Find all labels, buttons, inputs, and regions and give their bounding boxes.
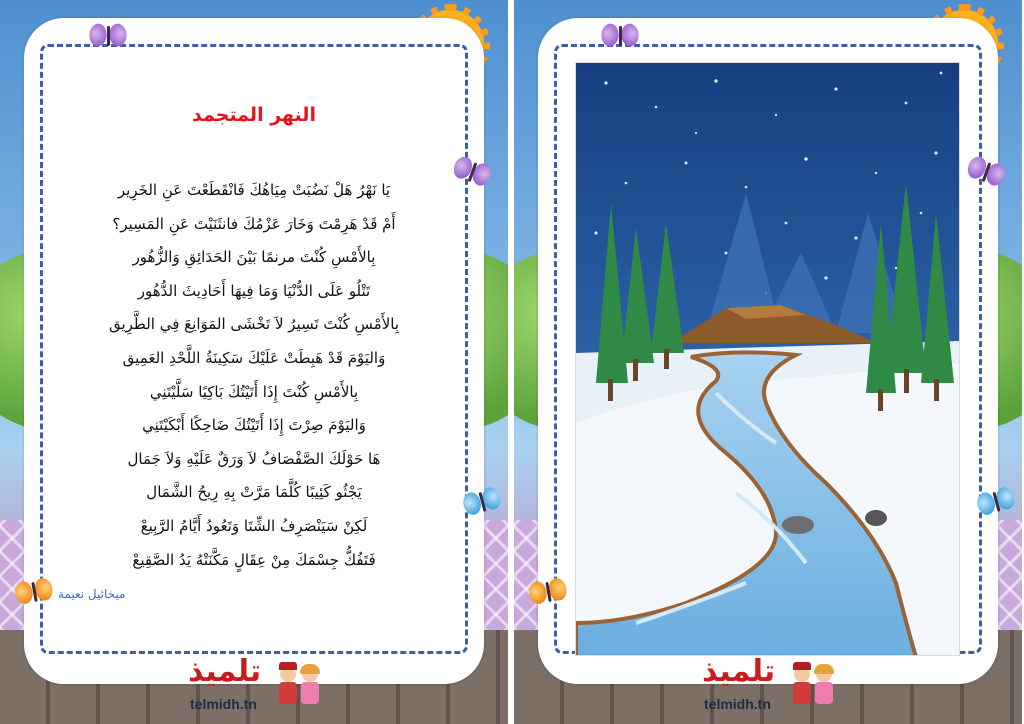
frozen-river-illustration [575, 62, 960, 656]
logo-arabic-text: تلميذ [702, 654, 776, 689]
boy-icon [278, 666, 298, 706]
poem-line: هَا حَوْلَكَ الصَّفْصَافُ لاَ وَرَقٌ عَلَيْهِ وَلاَ جَمَال [127, 449, 381, 468]
logo-domain-text: telmidh.tn [190, 696, 257, 712]
poem-title: النهر المتجمد [192, 104, 316, 126]
poem-line: تَتْلُو عَلَى الدُّنْيَا وَمَا فِيهَا أَحَادِيثَ الدُّهُور [137, 281, 371, 300]
poem-line: أَمْ قَدْ هَرِمْتَ وَخَارَ عَزْمُكَ فانثَنَيْتَ عَنِ المَسِير؟ [112, 214, 396, 233]
poem-line: يَجْثُو كَئِيبًا كُلَّمَا مَرَّتْ بِهِ رِيحُ الشَّمَال [146, 483, 362, 502]
poem-page [0, 0, 508, 724]
poem-line: وَاليَوْمَ صِرْتَ إِذَا أَتَيْتُكَ ضَاحِكًا أَبْكَيْتَنِي [142, 416, 366, 435]
logo-arabic-text: تلميذ [188, 654, 262, 689]
site-logo[interactable] [700, 656, 850, 720]
butterfly-icon [88, 22, 128, 50]
river-rock [865, 510, 887, 526]
logo-domain-text: telmidh.tn [704, 696, 771, 712]
poem-lines [60, 174, 448, 577]
poem-author: ميخائيل نعيمة [58, 587, 126, 601]
boy-icon [792, 666, 812, 706]
poem-line: فَتَفُكُّ جِسْمَكَ مِنْ عِقَالٍ مَكَّنَتْهُ يَدُ الصَّقِيعْ [132, 550, 376, 569]
river-rock [782, 516, 814, 534]
girl-icon [814, 666, 834, 706]
poem-line: يَا نَهْرُ هَلْ نَضُبَتْ مِيَاهُكَ فَانْقَطَعْتَ عَنِ الخَرِير [117, 181, 391, 199]
poem-line: بِالأَمْسِ كُنْتَ تَسِيرُ لاَ تَخْشَى المَوَانِعَ فِي الطَّرِيق [108, 315, 400, 334]
girl-icon [300, 666, 320, 706]
site-logo[interactable] [186, 656, 336, 720]
butterfly-icon [600, 22, 640, 50]
poem-line: لَكِنْ سَيَنْصَرِفُ الشِّتَا وَتَعُودُ أَيَّامُ الرَّبِيعْ [140, 516, 368, 535]
poem-line: وَاليَوْمَ قَدْ هَبِطَتْ عَلَيْكَ سَكِينَةُ اللَّحْدِ العَمِيق [122, 348, 386, 367]
poem-line: بِالأَمْسِ كُنْتَ مرنمًا بَيْنَ الحَدَائِقِ وَالزُّهُور [132, 248, 376, 267]
poem-line: بِالأَمْسِ كُنْتَ إِذَا أَتَيْتُكَ بَاكِيًا سَلَّيْتَنِي [149, 382, 359, 401]
